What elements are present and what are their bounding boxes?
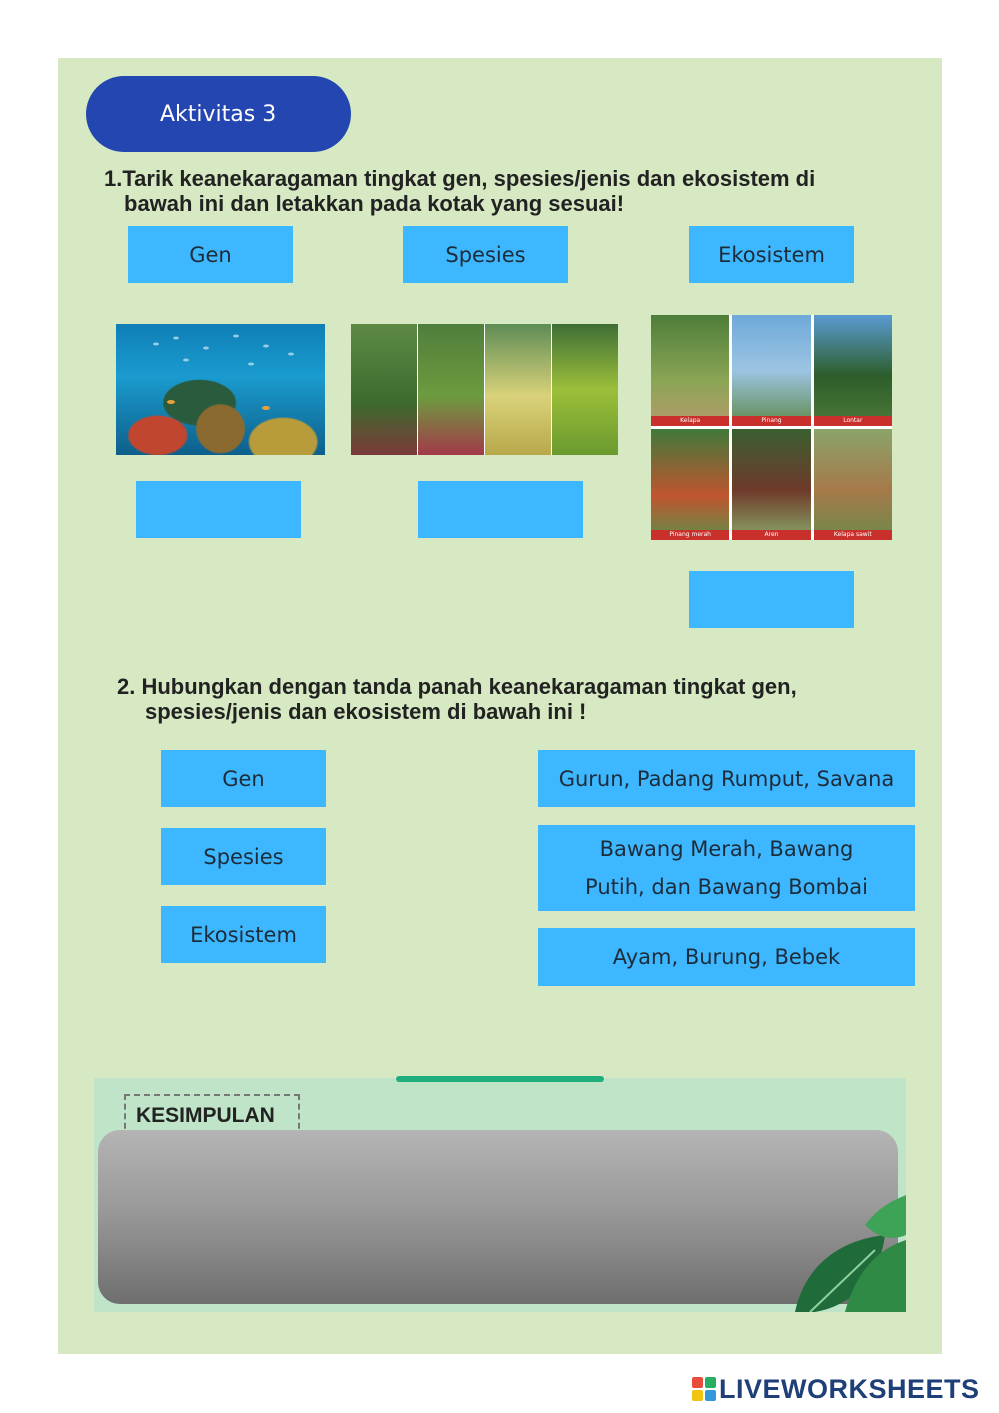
palm-caption: Lontar: [814, 416, 892, 426]
palm-varieties-image: [651, 315, 892, 540]
fish-school-icon: [116, 324, 325, 455]
conclusion-text-area[interactable]: [98, 1130, 898, 1304]
palm-kelapa-sawit: [814, 429, 892, 540]
banana-photo-4: [552, 324, 618, 455]
question-1-line2: bawah ini dan letakkan pada kotak yang sesuai!: [124, 191, 625, 216]
match-right-gene-text[interactable]: Ayam, Burung, Bebek: [538, 928, 915, 986]
drop-box-bananas[interactable]: [418, 481, 583, 538]
drag-label-gen[interactable]: Gen: [128, 226, 293, 283]
palm-caption: Kelapa sawit: [814, 530, 892, 540]
banana-photo-3: [485, 324, 552, 455]
palm-pinang: [732, 315, 810, 426]
question-1-line1: 1.Tarik keanekaragaman tingkat gen, spesies/jenis dan ekosistem di: [104, 166, 816, 191]
banana-photo-1: [351, 324, 418, 455]
question-2-line2: spesies/jenis dan ekosistem di bawah ini !: [145, 699, 587, 724]
palm-caption: Pinang merah: [651, 530, 729, 540]
palm-caption: Aren: [732, 530, 810, 540]
palm-kelapa: [651, 315, 729, 426]
activity-title-pill: [86, 76, 351, 152]
liveworksheets-brand: LIVEWORKSHEETS: [719, 1373, 980, 1404]
monstera-leaf-icon: [785, 1195, 906, 1312]
conclusion-label: KESIMPULAN: [124, 1094, 300, 1148]
match-left-gen[interactable]: Gen: [161, 750, 326, 807]
drop-box-reef[interactable]: [136, 481, 301, 538]
palm-lontar: [814, 315, 892, 426]
banana-varieties-image: [351, 324, 618, 455]
question-2-line1: 2. Hubungkan dengan tanda panah keanekaragaman tingkat gen,: [117, 674, 797, 699]
coral-reef-image: [116, 324, 325, 455]
question-2: [117, 674, 797, 724]
match-left-ekosistem[interactable]: Ekosistem: [161, 906, 326, 963]
activity-title: Aktivitas 3: [160, 101, 277, 127]
match-left-spesies[interactable]: Spesies: [161, 828, 326, 885]
palm-caption: Pinang: [732, 416, 810, 426]
match-right-species-text[interactable]: Bawang Merah, Bawang Putih, dan Bawang Bombai: [538, 825, 915, 911]
palm-aren: [732, 429, 810, 540]
palm-caption: Kelapa: [651, 416, 729, 426]
question-1: [104, 166, 815, 216]
drag-label-ekosistem[interactable]: Ekosistem: [689, 226, 854, 283]
drop-box-palms[interactable]: [689, 571, 854, 628]
liveworksheets-logo-icon: [692, 1377, 716, 1401]
conclusion-accent-bar: [396, 1076, 604, 1082]
liveworksheets-footer: [692, 1374, 980, 1404]
palm-pinang-merah: [651, 429, 729, 540]
banana-photo-2: [418, 324, 485, 455]
match-right-ecosystem-text[interactable]: Gurun, Padang Rumput, Savana: [538, 750, 915, 807]
drag-label-spesies[interactable]: Spesies: [403, 226, 568, 283]
